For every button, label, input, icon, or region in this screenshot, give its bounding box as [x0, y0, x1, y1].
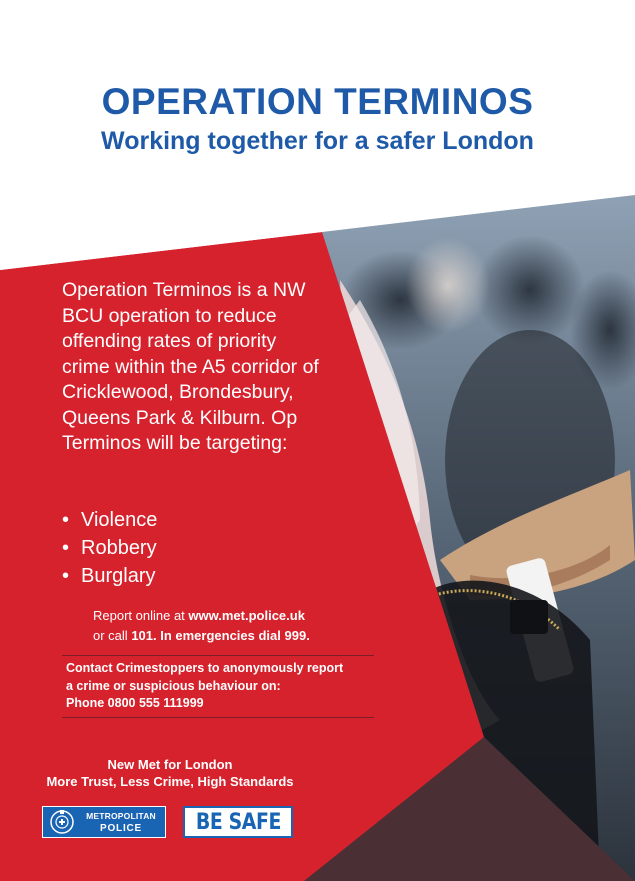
crimestoppers-info: Contact Crimestoppers to anonymously report a crime or suspicious behaviour on: Phone 0800 555 111999 [66, 660, 371, 713]
intro-paragraph: Operation Terminos is a NW BCU operation to reduce offending rates of priority crime within the A5 corridor of Cricklewood, Brondesbury, Queens Park & Kilburn. Op Terminos will be targeting: [62, 279, 319, 454]
target-item-burglary: • Burglary [62, 562, 157, 590]
be-safe-logo: BE SAFE [183, 806, 293, 838]
slogan-line-2: More Trust, Less Crime, High Standards [46, 774, 294, 789]
slogan-line-1: New Met for London [107, 757, 233, 772]
bullet-icon: • [62, 509, 70, 531]
page-subtitle: Working together for a safer London [101, 127, 534, 155]
divider-bottom [62, 717, 374, 718]
bullet-icon: • [62, 537, 70, 559]
target-item-violence: • Violence [62, 506, 157, 534]
metropolitan-police-logo: METROPOLITAN POLICE [42, 806, 166, 838]
bullet-icon: • [62, 565, 70, 587]
police-crest-icon [47, 808, 77, 836]
report-info: Report online at www.met.police.uk or call 101. In emergencies dial 999. [93, 608, 310, 643]
target-item-robbery: • Robbery [62, 534, 157, 562]
website-link[interactable]: www.met.police.uk [188, 608, 305, 623]
crimestoppers-phone: Phone 0800 555 111999 [66, 696, 204, 710]
page-title: OPERATION TERMINOS [101, 81, 534, 122]
target-list [62, 506, 157, 590]
divider-top [62, 655, 374, 656]
